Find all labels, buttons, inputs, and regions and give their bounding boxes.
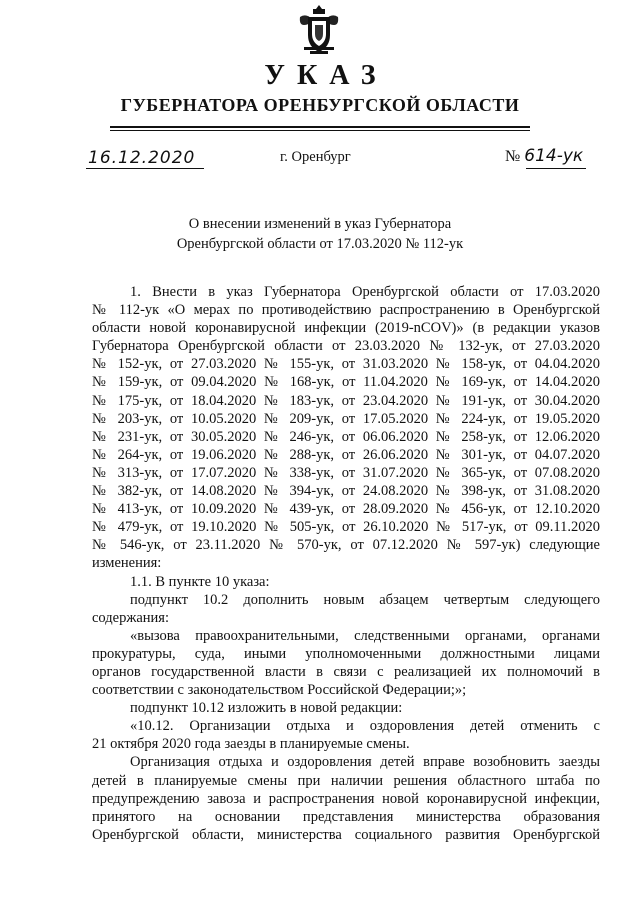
decree-date: 16.12.2020 [88,148,196,168]
body-line: № 479-ук, от 19.10.2020 № 505-ук, от 26.10.2020 № 517-ук, от 09.11.2020 [92,519,600,536]
header-rule-thick [110,126,530,128]
body-line: № 313-ук, от 17.07.2020 № 338-ук, от 31.07.2020 № 365-ук, от 07.08.2020 [92,464,600,481]
body-line: детей в планируемые смены при наличии решения областного штаба по [92,772,600,789]
body-line: № 203-ук, от 10.05.2020 № 209-ук, от 17.05.2020 № 224-ук, от 19.05.2020 [92,410,600,427]
body-line: № 382-ук, от 14.08.2020 № 394-ук, от 24.08.2020 № 398-ук, от 31.08.2020 [92,483,600,500]
document-subject [0,214,640,254]
decree-body [92,283,600,844]
body-line: предупреждению завоза и распространения новой коронавирусной инфекции, [92,790,600,807]
body-line: «10.12. Организации отдыха и оздоровления детей отменить с [130,718,600,735]
body-line: № 413-ук, от 10.09.2020 № 439-ук, от 28.09.2020 № 456-ук, от 12.10.2020 [92,501,600,518]
number-underline [526,168,586,169]
subject-line-1: О внесении изменений в указ Губернатора [188,216,452,232]
body-line: № 264-ук, от 19.06.2020 № 288-ук, от 26.06.2020 № 301-ук, от 04.07.2020 [92,446,600,463]
body-line: № 546-ук, от 23.11.2020 № 570-ук, от 07.12.2020 № 597-ук) следующие [92,537,600,554]
header-rule-thin [110,130,530,131]
body-line: 1.1. В пункте 10 указа: [130,573,270,590]
coat-of-arms-emblem [296,3,342,57]
body-line: 21 октября 2020 года заезды в планируемые смены. [92,736,410,753]
body-line: № 175-ук, от 18.04.2020 № 183-ук, от 23.04.2020 № 191-ук, от 30.04.2020 [92,392,600,409]
body-line: 1. Внести в указ Губернатора Оренбургской области от 17.03.2020 [130,284,600,300]
body-line: подпункт 10.12 изложить в новой редакции: [130,700,403,717]
body-line: Оренбургской области, министерства социального развития Оренбургской [92,826,600,843]
number-value: 614-ук [524,146,584,166]
issuer-title: ГУБЕРНАТОРА ОРЕНБУРГСКОЙ ОБЛАСТИ [120,95,520,115]
body-line: области новой коронавирусной инфекции (2019-nCOV)» (в редакции указов [92,320,600,337]
body-line: Губернатора Оренбургской области от 23.03.2020 № 132-ук, от 27.03.2020 [92,338,600,355]
body-line: № 152-ук, от 27.03.2020 № 155-ук, от 31.03.2020 № 158-ук, от 04.04.2020 [92,356,600,373]
body-line: подпункт 10.2 дополнить новым абзацем четвертым следующего [130,591,600,608]
number-sign: № [505,148,521,165]
body-line: Организация отдыха и оздоровления детей вправе возобновить заезды [130,754,600,771]
decree-title: УКАЗ [264,60,388,91]
body-line: соответствии с законодательством Российской Федерации;»; [92,682,467,699]
body-line: органов государственной власти в связи с реализацией их полномочий в [92,663,600,680]
decree-city: г. Оренбург [280,149,351,165]
decree-number [505,146,583,166]
body-line: № 231-ук, от 30.05.2020 № 246-ук, от 06.06.2020 № 258-ук, от 12.06.2020 [92,428,600,445]
body-line: изменения: [92,555,162,572]
body-line: содержания: [92,609,170,626]
body-line: № 159-ук, от 09.04.2020 № 168-ук, от 11.04.2020 № 169-ук, от 14.04.2020 [92,374,600,391]
body-line: прокуратуры, суда, иными уполномоченными должностными лицами [92,645,600,662]
body-line: принятого на основании представления министерства образования [92,808,600,825]
body-line: «вызова правоохранительными, следственными органами, органами [130,627,600,644]
body-line: № 112-ук «О мерах по противодействию распространению в Оренбургской [92,302,600,319]
subject-line-2: Оренбургской области от 17.03.2020 № 112-ук [176,236,464,252]
date-underline [86,168,204,169]
